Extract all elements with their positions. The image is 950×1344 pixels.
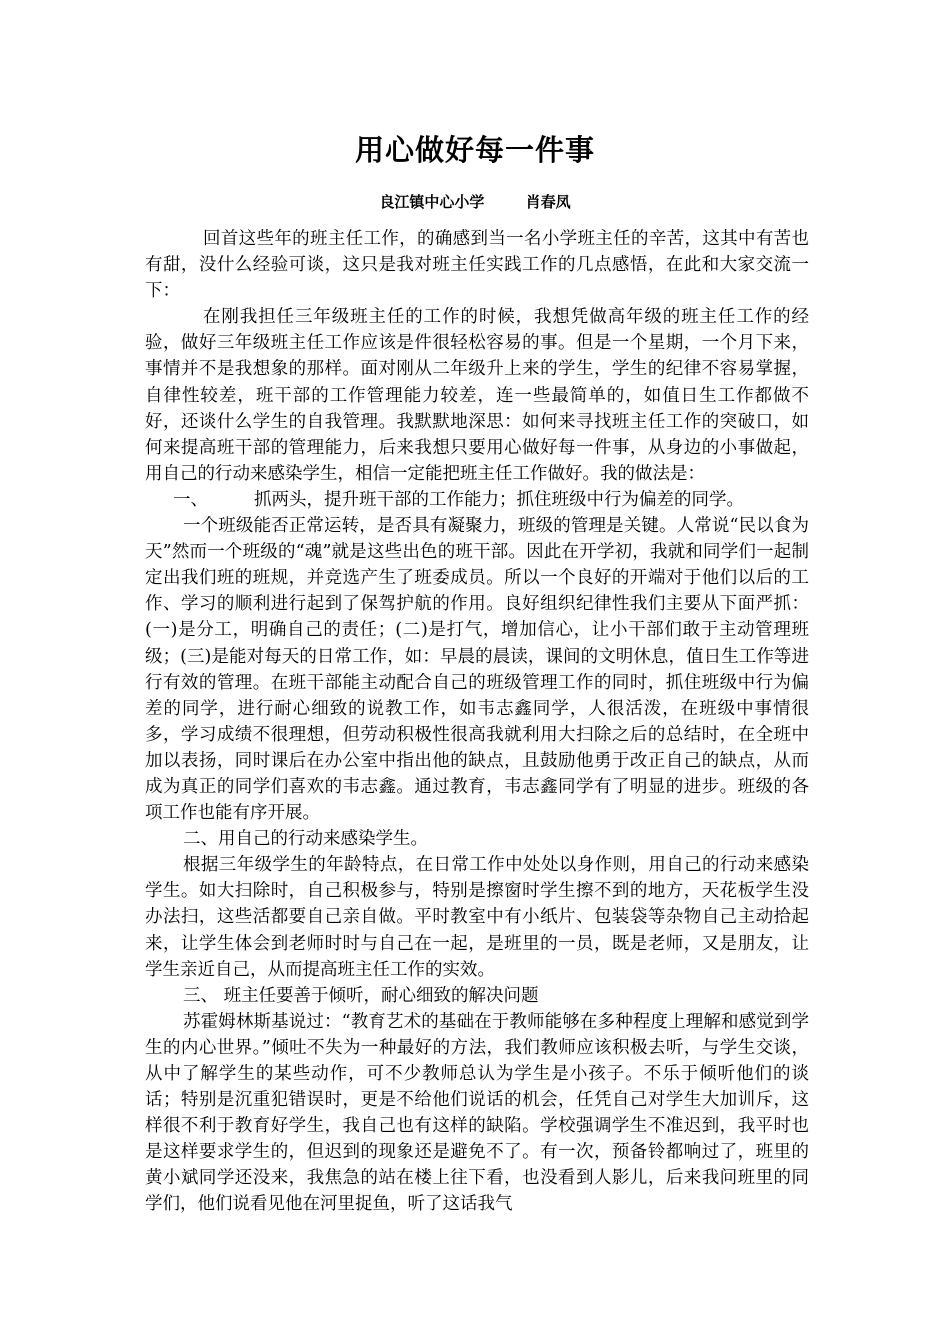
document-title: 用心做好每一件事 [354,133,595,167]
paragraph-section-two: 根据三年级学生的年龄特点，在日常工作中处处以身作则，用自己的行动来感染学生。如大扫除时，自己积极参与，特别是擦窗时学生擦不到的地方，天花板学生没办法扫，这些活都要自己亲自做。平时教室中有小纸片、包装袋等杂物自己主动拾起来，让学生体会到老师时时与自己在一起，是班里的一员，既是老师，又是朋友，让学生亲近自己，从而提高班主任工作的实效。 [145,855,809,980]
section-one-text: 抓两头，提升班干部的工作能力；抓住班级中行为偏差的同学。 [254,489,744,510]
section-heading-two: 二、用自己的行动来感染学生。 [183,829,428,850]
byline [0,190,950,214]
paragraph-section-one: 一个班级能否正常运转，是否具有凝聚力，班级的管理是关键。人常说“民以食为天”然而一个班级的“魂”就是这些出色的班干部。因此在开学初，我就和同学们一起制定出我们班的班规，并竞选产生了班委成员。所以一个良好的开端对于他们以后的工作、学习的顺利进行起到了保驾护航的作用。良好组织纪律性我们主要从下面严抓：(一)是分工，明确自己的责任；(二)是打气，增加信心，让小干部们敢于主动管理班级；(三)是能对每天的日常工作，如：早晨的晨读，课间的文明休息，值日生工作等进行有效的管理。在班干部能主动配合自己的班级管理工作的同时，抓住班级中行为偏差的同学，进行耐心细致的说教工作，如韦志鑫同学，人很活泼，在班级中事情很多，学习成绩不很理想，但劳动积极性很高我就利用大扫除之后的总结时，在全班中加以表扬，同时课后在办公室中指出他的缺点，且鼓励他勇于改正自己的缺点，从而成为真正的同学们喜欢的韦志鑫。通过教育，韦志鑫同学有了明显的进步。班级的各项工作也能有序开展。 [145,516,809,824]
section-heading-one [145,487,809,513]
paragraph-background: 在刚我担任三年级班主任的工作的时候，我想凭做高年级的班主任工作的经验，做好三年级班主任工作应该是件很轻松容易的事。但是一个星期，一个月下来，事情并不是我想象的那样。面对刚从二年级升上来的学生，学生的纪律不容易掌握，自律性较差，班干部的工作管理能力较差，连一些最简单的，如值日生工作都做不好，还谈什么学生的自我管理。我默默地深思：如何来寻找班主任工作的突破口，如何来提高班干部的管理能力，后来我想只要用心做好每一件事，从身边的小事做起，用自己的行动来感染学生，相信一定能把班主任工作做好。我的做法是： [145,307,809,484]
author-name: 肖春凤 [525,193,571,211]
paragraph-section-three: 苏霍姆林斯基说过：“教育艺术的基础在于教师能够在多种程度上理解和感觉到学生的内心世界。”倾吐不失为一种最好的方法，我们教师应该积极去听，与学生交谈，从中了解学生的某些动作，可不少教师总认为学生是小孩子。不乐于倾听他们的谈话；特别是沉重犯错误时，更是不给他们说话的机会，任凭自己对学生大加训斥，这样很不利于教育好学生，我自己也有这样的缺陷。学校强调学生不准迟到，我平时也是这样要求学生的，但迟到的现象还是避免不了。有一次，预备铃都响过了，班里的黄小斌同学还没来，我焦急的站在楼上往下看，也没看到人影儿，后来我问班里的同学们，他们说看见他在河里捉鱼，听了这话我气 [145,1011,809,1215]
document-body [145,226,809,1218]
section-heading-three: 三、 班主任要善于倾听，耐心细致的解决问题 [183,985,539,1006]
school-name: 良江镇中心小学 [379,193,485,211]
section-one-number: 一、 [173,489,208,510]
paragraph-intro: 回首这些年的班主任工作，的确感到当一名小学班主任的辛苦，这其中有苦也有甜，没什么经验可谈，这只是我对班主任实践工作的几点感悟，在此和大家交流一下： [145,229,809,302]
